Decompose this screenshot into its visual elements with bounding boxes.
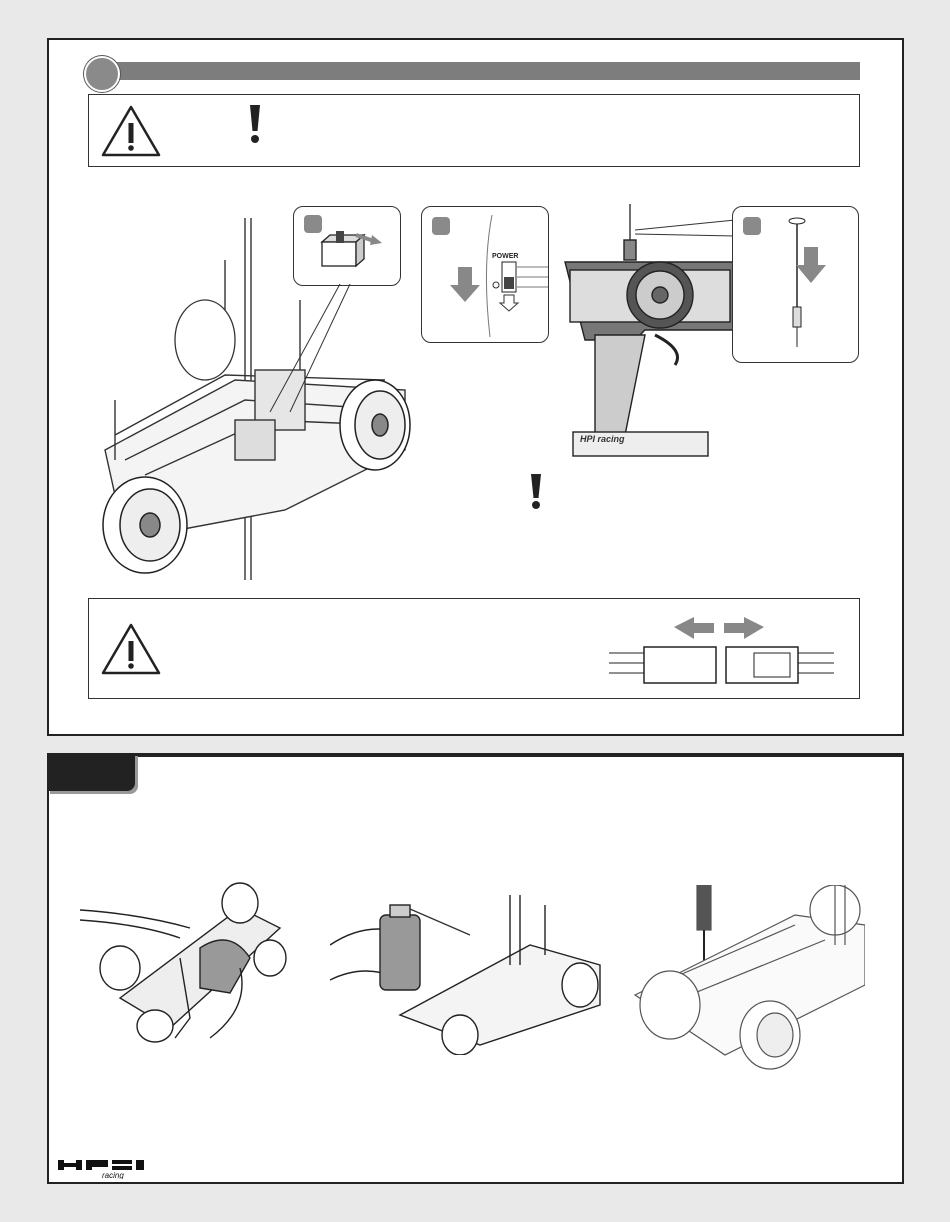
caution-box-power (88, 94, 860, 167)
antenna-inset (732, 206, 859, 363)
cleaning-cloth-illustration (80, 878, 300, 1048)
screwdriver-chassis-illustration (625, 885, 865, 1070)
switch-closeup-inset (293, 206, 401, 286)
power-switch-inset (421, 206, 549, 343)
caution-box-connector (88, 598, 860, 699)
rear-left-wheel (175, 300, 235, 380)
power-label: POWER (492, 253, 519, 260)
spray-cleaning-illustration (330, 885, 620, 1055)
warning-triangle-icon (99, 103, 163, 159)
step-number-badge (84, 56, 120, 92)
exclamation-icon (529, 472, 543, 512)
arrow-left-icon (674, 617, 714, 639)
connector-diagram (604, 611, 854, 691)
step-header-bar (100, 62, 860, 80)
arrow-right-icon (724, 617, 764, 639)
hpi-racing-logo (58, 1157, 150, 1179)
warning-triangle-icon (99, 621, 163, 677)
arrow-down-icon (450, 267, 480, 302)
exclamation-icon (248, 103, 262, 147)
section-tab (47, 753, 135, 791)
front-left-wheel (103, 477, 187, 573)
transmitter-brand: HPI racing (580, 434, 625, 444)
arrow-down-icon (796, 247, 826, 283)
svg-text:racing: racing (102, 1171, 124, 1179)
transmitter-illustration (545, 200, 745, 460)
